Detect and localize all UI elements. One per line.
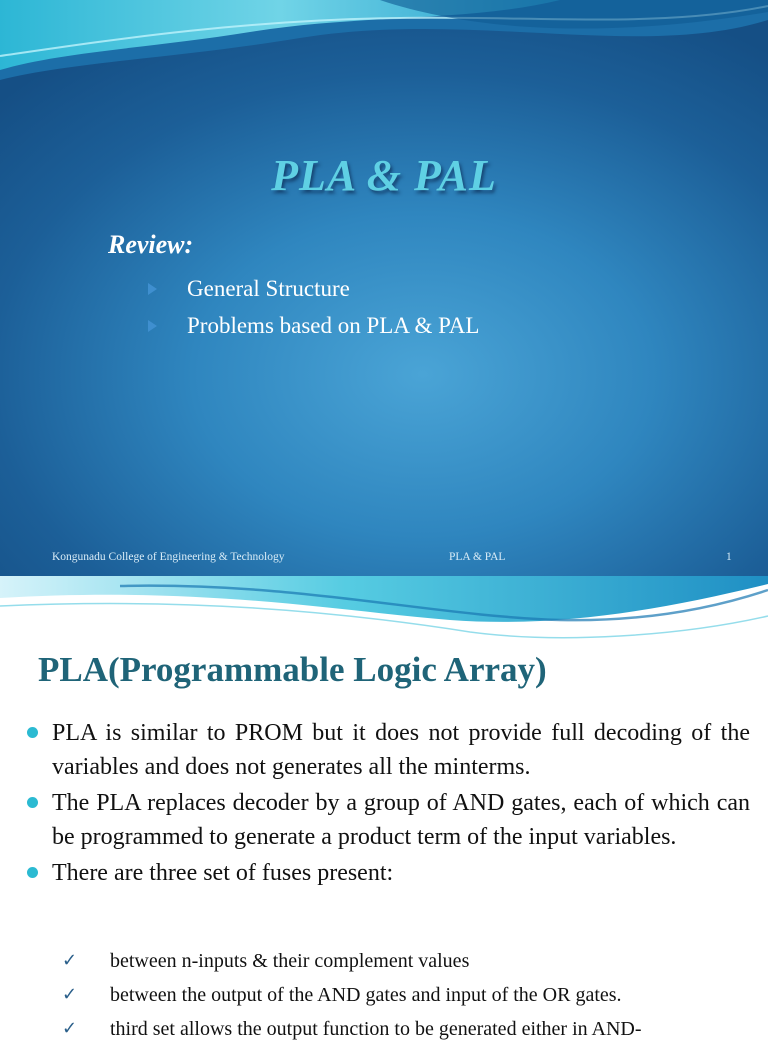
list-item (146, 307, 479, 344)
sub-list-item (60, 978, 750, 1012)
arrow-bullet-icon (148, 320, 157, 332)
sub-list-item-text: between the output of the AND gates and input of the OR gates. (110, 984, 622, 1006)
review-list (146, 270, 479, 344)
footer-college: Kongunadu College of Engineering & Technology (52, 551, 285, 563)
list-item (26, 716, 750, 784)
content-slide (0, 576, 768, 1040)
checkmark-icon: ✓ (62, 984, 78, 1005)
list-item (26, 856, 750, 890)
list-item-text: General Structure (187, 275, 350, 301)
sub-list-item-text: third set allows the output function to be generated either in AND- (110, 1018, 642, 1040)
slide-title: PLA & PAL (271, 151, 497, 200)
list-item-text: Problems based on PLA & PAL (187, 312, 480, 338)
slide-title: PLA(Programmable Logic Array) (38, 650, 547, 689)
header-wave-decoration (0, 576, 768, 648)
arrow-bullet-icon (148, 283, 157, 295)
list-item-text: There are three set of fuses present: (52, 860, 394, 886)
dot-bullet-icon (27, 797, 38, 808)
checkmark-icon: ✓ (62, 950, 78, 971)
header-wave-decoration (0, 0, 768, 90)
list-item (26, 786, 750, 854)
sub-list-item (60, 944, 750, 978)
footer-page-number: 1 (726, 551, 732, 563)
review-heading: Review: (108, 230, 194, 259)
footer-topic: PLA & PAL (449, 551, 506, 563)
sub-list-item (60, 1012, 750, 1046)
list-item (146, 270, 479, 307)
list-item-text: The PLA replaces decoder by a group of AND gates, each of which can be programmed to generate a product term of the input variables. (52, 790, 750, 850)
checkmark-icon: ✓ (62, 1018, 78, 1039)
content-list (26, 716, 750, 892)
sub-list-item-text: between n-inputs & their complement values (110, 950, 470, 972)
fuse-sub-list (60, 944, 750, 1046)
dot-bullet-icon (27, 867, 38, 878)
dot-bullet-icon (27, 727, 38, 738)
list-item-text: PLA is similar to PROM but it does not provide full decoding of the variables and does not generates all the minterms. (52, 720, 750, 780)
